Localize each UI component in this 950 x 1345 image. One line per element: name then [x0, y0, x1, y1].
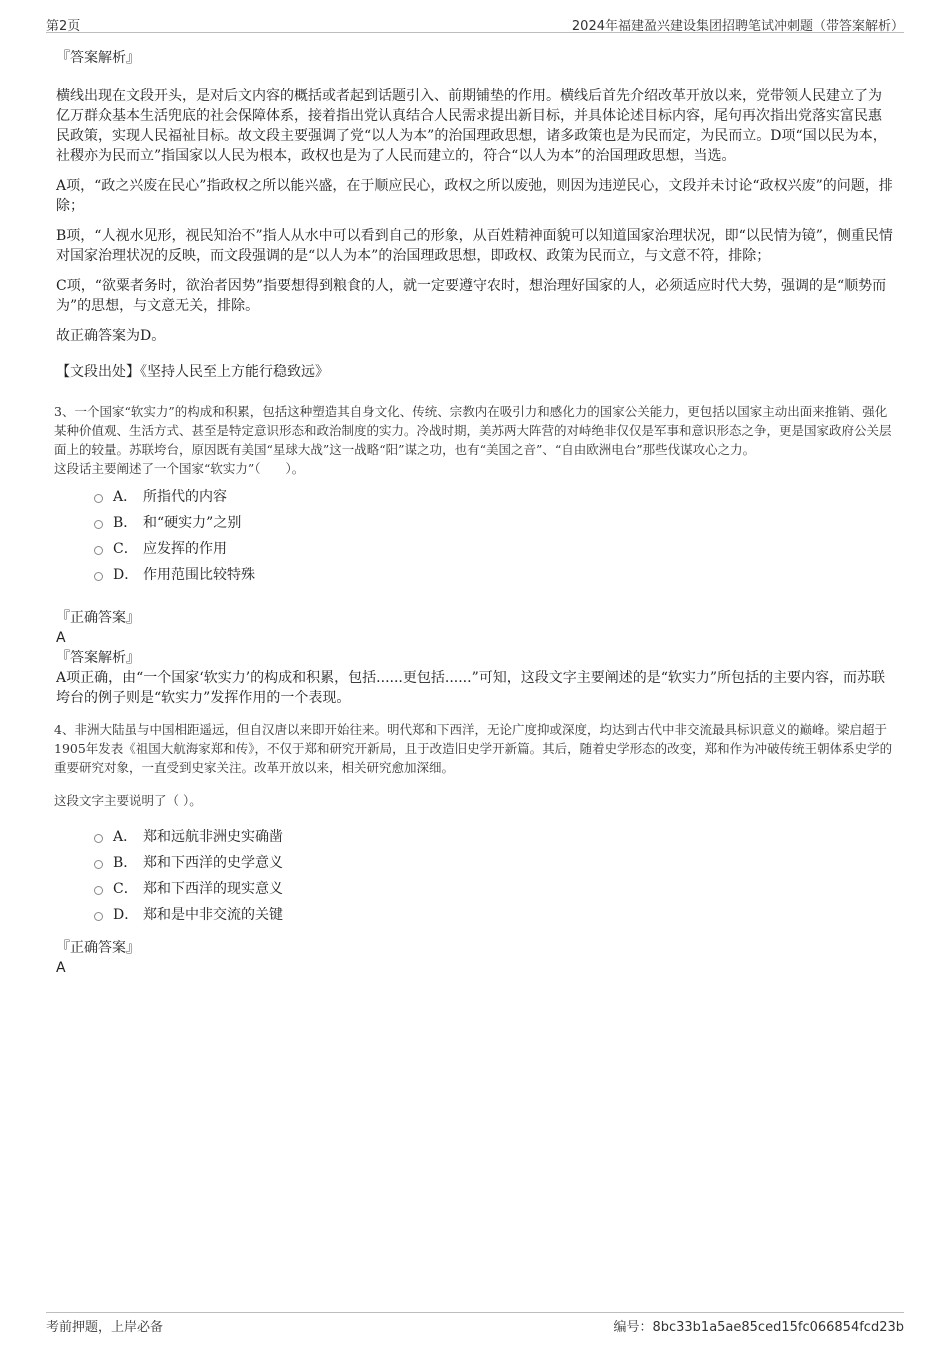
- option-b[interactable]: B． 郑和下西洋的史学意义: [54, 850, 894, 876]
- option-c[interactable]: C． 应发挥的作用: [54, 536, 894, 562]
- radio-icon[interactable]: [94, 572, 103, 581]
- correct-answer: A: [56, 630, 66, 646]
- question-stem: 3、一个国家“软实力”的构成和积累，包括这种塑造其自身文化、传统、宗教内在吸引力和感化力的国家公关能力，更包括以国家主动出面来推销、强化某种价值观、生活方式、甚至是特定意识形态和政治制度的实力。冷战时期，美苏两大阵营的对峙绝非仅仅是军事和意识形态之争，更是国家政府公关层面上的较量。苏联垮台，原因既有美国“星球大战”这一战略“阳”谋之功，也有“美国之音”、“自由欧洲电台”那些伐谋攻心之力。: [54, 404, 892, 457]
- source-citation: 【文段出处】《坚持人民至上方能行稳致远》: [56, 364, 329, 380]
- options-list: [54, 484, 894, 588]
- option-d[interactable]: D． 郑和是中非交流的关键: [54, 902, 894, 928]
- analysis-paragraph: B项，“人视水见形，视民知治不”指人从水中可以看到自己的形象，从百姓精神面貌可以知道国家治理状况，即“以民情为镜”，侧重民情对国家治理状况的反映，而文段强调的是“以人为本”的治国理政思想，即政权、政策为民而立，与文意不符，排除；: [56, 228, 893, 264]
- question-prompt: 这段文字主要说明了（ ）。: [54, 793, 202, 808]
- question-4: [54, 720, 894, 978]
- page-content: [56, 42, 894, 978]
- question-3: [54, 402, 894, 708]
- page-number: 第2页: [46, 19, 81, 34]
- correct-answer: A: [56, 960, 66, 976]
- option-a[interactable]: A． 所指代的内容: [54, 484, 894, 510]
- option-text: 应发挥的作用: [143, 541, 227, 557]
- radio-icon[interactable]: [94, 886, 103, 895]
- question-stem: 4、非洲大陆虽与中国相距遥远，但自汉唐以来即开始往来。明代郑和下西洋，无论广度抑或深度，均达到古代中非交流最具标识意义的巅峰。梁启超于1905年发表《祖国大航海家郑和传》，不仅于郑和研究开新局，且于改造旧史学开新篇。其后，随着史学形态的改变，郑和作为冲破传统王朝体系史学的重要研究对象，一直受到史家关注。改革开放以来，相关研究愈加深细。: [54, 722, 893, 775]
- radio-icon[interactable]: [94, 494, 103, 503]
- document-code: [613, 1316, 904, 1335]
- page-header: [46, 12, 904, 33]
- option-text: 郑和是中非交流的关键: [143, 907, 283, 923]
- analysis-paragraph: C项，“欲粟者务时，欲治者因势”指要想得到粮食的人，就一定要遵守农时，想治理好国家的人，必须适应时代大势，强调的是“顺势而为”的思想，与文意无关，排除。: [56, 278, 887, 314]
- analysis-paragraph: 横线出现在文段开头，是对后文内容的概括或者起到话题引入、前期铺垫的作用。横线后首先介绍改革开放以来，党带领人民建立了为亿万群众基本生活兜底的社会保障体系，接着指出党认真结合人民需求提出新目标，并具体论述目标内容，尾句再次指出党落实富民惠民政策，实现人民福祉目标。故文段主要强调了党“以人为本”的治国理政思想，诸多政策也是为民而定，为民而立。D项“国以民为本，社稷亦为民而立”指国家以人民为根本，政权也是为了人民而建立的，符合“以人为本”的治国理政思想，当选。: [56, 88, 887, 164]
- analysis-label: 『答案解析』: [56, 50, 140, 66]
- code-value: 8bc33b1a5ae85ced15fc066854fcd23b: [652, 1320, 904, 1335]
- option-text: 郑和下西洋的史学意义: [143, 855, 283, 871]
- radio-icon[interactable]: [94, 834, 103, 843]
- radio-icon[interactable]: [94, 546, 103, 555]
- footer-slogan: 考前押题，上岸必备: [46, 1320, 164, 1335]
- option-text: 郑和远航非洲史实确凿: [143, 829, 283, 845]
- option-text: 所指代的内容: [143, 489, 227, 505]
- option-text: 郑和下西洋的现实意义: [143, 881, 283, 897]
- option-c[interactable]: C． 郑和下西洋的现实意义: [54, 876, 894, 902]
- document-title: 2024年福建盈兴建设集团招聘笔试冲刺题（带答案解析）: [571, 19, 904, 34]
- option-text: 作用范围比较特殊: [143, 567, 255, 583]
- options-list: [54, 824, 894, 928]
- radio-icon[interactable]: [94, 912, 103, 921]
- radio-icon[interactable]: [94, 520, 103, 529]
- question-prompt: 这段话主要阐述了一个国家“软实力”（ ）。: [54, 461, 305, 476]
- analysis-paragraph: A项正确，由“一个国家‘软实力’的构成和积累，包括......更包括......”可知，这段文字主要阐述的是“软实力”所包括的主要内容，而苏联垮台的例子则是“软实力”发挥作用的一个表现。: [56, 670, 886, 706]
- analysis-paragraph: A项，“政之兴废在民心”指政权之所以能兴盛，在于顺应民心，政权之所以废弛，则因为违逆民心，文段并未讨论“政权兴废”的问题，排除；: [56, 178, 893, 214]
- correct-answer-label: 『正确答案』: [56, 610, 140, 626]
- radio-icon[interactable]: [94, 860, 103, 869]
- correct-answer-label: 『正确答案』: [56, 940, 140, 956]
- option-a[interactable]: A． 郑和远航非洲史实确凿: [54, 824, 894, 850]
- option-text: 和“硬实力”之别: [143, 515, 242, 531]
- page-footer: [46, 1312, 904, 1335]
- code-label: 编号：: [613, 1320, 653, 1335]
- option-b[interactable]: B． 和“硬实力”之别: [54, 510, 894, 536]
- answer-conclusion: 故正确答案为D。: [56, 328, 166, 344]
- analysis-label: 『答案解析』: [56, 650, 140, 666]
- q2-analysis-section: [56, 48, 894, 382]
- option-d[interactable]: D． 作用范围比较特殊: [54, 562, 894, 588]
